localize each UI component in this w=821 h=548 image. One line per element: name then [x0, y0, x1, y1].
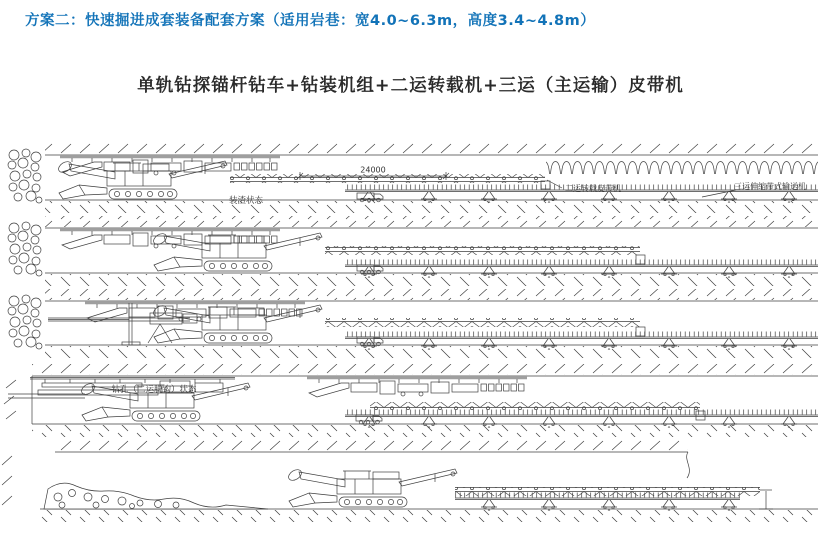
monorail-drill-train — [60, 229, 280, 249]
break-line — [687, 452, 690, 478]
monorail-drill-train-parked — [307, 377, 527, 397]
main-belt-conveyor — [345, 332, 818, 350]
state-label-drilling: 钻孔（二运脱钩）状态 — [111, 385, 197, 395]
dimension-text: 24000 — [360, 165, 386, 175]
callout-belt2: 二运转载皮带机 — [565, 184, 621, 193]
roof-hatch — [55, 440, 688, 451]
panel-advance-state — [2, 440, 818, 548]
monorail-drill-train — [85, 302, 305, 322]
roof-hatch — [45, 216, 818, 227]
monorail-drill-train — [60, 156, 280, 176]
roof-hatch — [45, 143, 818, 154]
roadheader — [152, 231, 322, 271]
floor-hatch — [40, 510, 818, 522]
state-label-loading: 装渣状态 — [228, 196, 264, 206]
rock-face — [8, 149, 42, 203]
main-belt-conveyor — [345, 410, 818, 428]
rock-face — [8, 222, 42, 276]
face-hatch-marks — [4, 380, 16, 419]
main-belt-conveyor — [455, 493, 740, 511]
panel-retreated-state — [8, 216, 818, 286]
muck-pile — [44, 483, 268, 509]
callout-belt3: 三运伸缩带式输送机 — [734, 182, 806, 191]
rock-face — [8, 295, 42, 349]
page-title: 方案二：快速掘进成套装备配套方案（适用岩巷：宽4.0~6.3m，高度3.4~4.8m） — [25, 13, 596, 29]
panel-loading-state — [8, 143, 818, 213]
roof-hatch — [32, 364, 818, 375]
belt-loop-storage — [546, 161, 818, 177]
panel-face-drilling-state — [8, 289, 818, 358]
belt-end-stand — [759, 490, 773, 509]
main-belt-conveyor — [345, 260, 818, 278]
panel-drilling-unhooked-state — [4, 364, 818, 437]
roadheader — [287, 467, 457, 507]
diagram-subtitle: 单轨钻探锚杆钻车+钻装机组+二运转载机+三运（主运输）皮带机 — [137, 76, 684, 96]
floor-hatch — [45, 201, 818, 213]
left-edge-hatch — [2, 456, 12, 505]
face-drill-jumbo — [48, 303, 197, 345]
roof-hatch — [45, 289, 818, 300]
